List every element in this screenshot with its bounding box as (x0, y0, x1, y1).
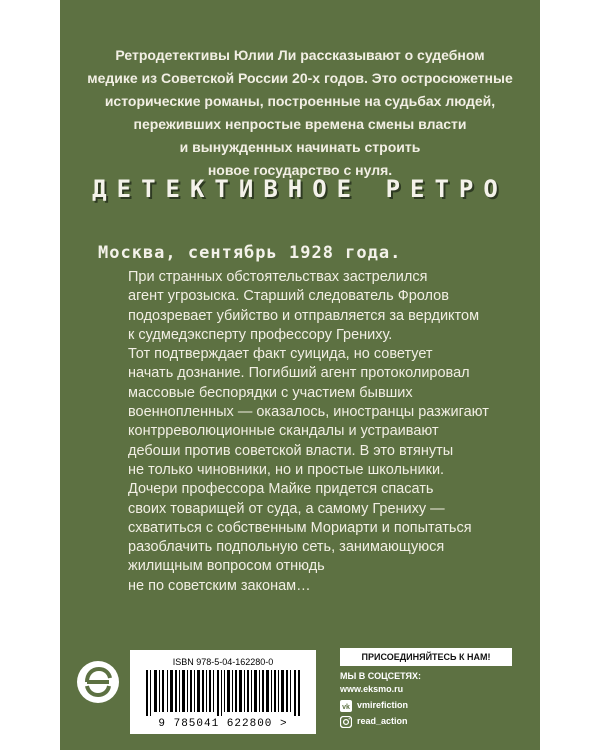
synopsis-line: Тот подтверждает факт суицида, но советует (128, 346, 433, 363)
barcode-digits: 9 785041 622800 > (158, 718, 288, 730)
synopsis-line: подозревает убийство и отправляется за вердиктом (128, 307, 480, 324)
synopsis-line: контрреволюционные скандалы и устраивают (128, 423, 439, 440)
synopsis-line: Дочери профессора Майке придется спасать (128, 481, 434, 498)
vk-link[interactable] (340, 699, 520, 712)
synopsis-line: к судмедэксперту профессору Грениху. (128, 326, 393, 343)
blurb-line: исторические романы, построенные на судьбах людей, (104, 93, 496, 109)
join-us-badge: ПРИСОЕДИНЯЙТЕСЬ К НАМ! (340, 648, 512, 666)
website-link[interactable]: www.eksmo.ru (340, 684, 404, 694)
synopsis-line: агент угрозыска. Старший следователь Фролов (128, 288, 449, 305)
blurb-line: и вынужденных начинать строить (179, 139, 421, 155)
instagram-icon (340, 716, 352, 728)
series-title: ДЕТЕКТИВНОЕ РЕТРО (92, 175, 508, 203)
synopsis-line: не по советским законам… (128, 577, 311, 594)
isbn-text: ISBN 978-5-04-162280-0 (172, 657, 274, 667)
vk-icon (340, 700, 352, 712)
synopsis-text (128, 268, 528, 596)
blurb-line: медике из Советской России 20-х годов. Это остросюжетные (87, 70, 513, 86)
synopsis-line: разоблачить подпольную сеть, занимающуюся (128, 539, 445, 556)
eksmo-logo-icon (76, 660, 120, 704)
barcode-panel (130, 650, 316, 734)
synopsis-line: жилищным вопросом отнюдь (128, 558, 325, 575)
synopsis-line: своих товарищей от суда, а самому Грениху — (128, 500, 445, 517)
book-back-cover (60, 0, 540, 750)
synopsis-line: военнопленных — оказалось, иностранцы разжигают (128, 404, 489, 421)
social-links (340, 670, 520, 728)
blurb-line: переживших непростые времена смены власти (133, 116, 467, 132)
synopsis-line: дебоши против советской власти. В это втянуты (128, 442, 454, 459)
social-label: МЫ В СОЦСЕТЯХ: (340, 671, 422, 681)
synopsis-line: При странных обстоятельствах застрелился (128, 269, 428, 285)
synopsis-line: схватиться с собственным Мориарти и попытаться (128, 519, 472, 536)
story-heading: Москва, сентябрь 1928 года. (98, 243, 402, 263)
instagram-link[interactable] (340, 715, 520, 728)
blurb-line: Ретродетективы Юлии Ли рассказывают о судебном (115, 47, 485, 63)
barcode-icon (146, 670, 300, 716)
vk-handle: vmirefiction (357, 700, 409, 710)
svg-text:vk: vk (342, 703, 350, 711)
synopsis-line: массовые беспорядки с участием бывших (128, 384, 413, 401)
series-blurb (80, 44, 520, 182)
instagram-handle: read_action (357, 716, 408, 726)
blurb-line: новое государство с нуля. (207, 162, 393, 178)
synopsis-line: начать дознание. Погибший агент протоколировал (128, 365, 470, 382)
synopsis-line: не только чиновники, но и простые школьники. (128, 461, 445, 478)
